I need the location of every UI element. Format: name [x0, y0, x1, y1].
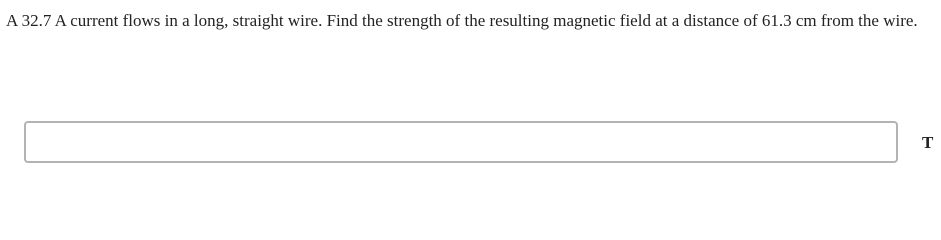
answer-input[interactable] [24, 121, 898, 163]
answer-row [24, 121, 934, 163]
unit-label: T [922, 133, 934, 152]
question-text: A 32.7 A current flows in a long, straight wire. Find the strength of the resulting magnetic field at a distance of 61.3 cm from the wire. [6, 11, 918, 30]
